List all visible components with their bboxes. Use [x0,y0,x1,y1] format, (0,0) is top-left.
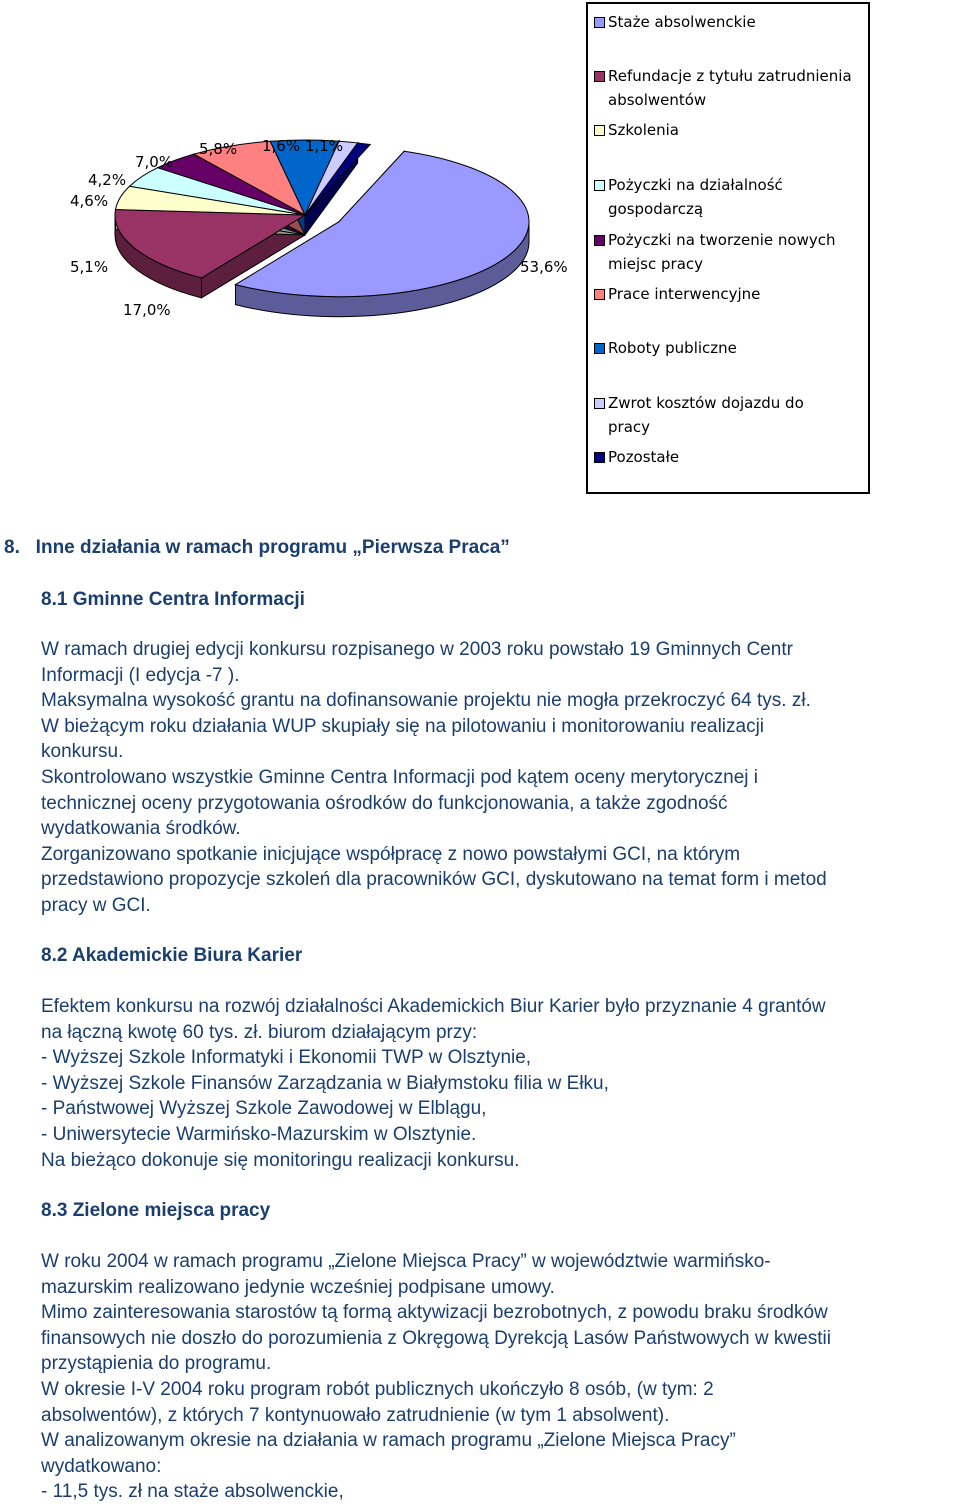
legend-swatch [594,452,605,463]
text-line: pracy w GCI. [41,895,151,916]
text-line: wydatkowano: [41,1455,162,1477]
text-line: Mimo zainteresowania starostów tą formą aktywizacji bezrobotnych, z powodu braku środków [41,1302,828,1324]
slice-value-label: 5,8% [199,140,238,158]
slice-value-label: 1,6% [262,137,301,155]
slice-value-label: 7,0% [135,153,174,171]
text-line: finansowych nie doszło do porozumienia z Okręgową Dyrekcją Lasów Państwowych w kwestii [41,1327,831,1349]
legend-item [594,336,864,360]
text-line: - 11,5 tys. zł na staże absolwenckie, [41,1481,344,1503]
legend-swatch [594,71,605,82]
legend-item [594,282,864,306]
text-line: Skontrolowano wszystkie Gminne Centra Informacji pod kątem oceny merytorycznej i [41,767,759,788]
slice-value-label: 53,6% [520,258,568,276]
text-line: technicznej oceny przygotowania ośrodków do funkcjonowania, a także zgodność [41,792,728,814]
pie-chart [0,0,960,510]
legend-label: Pożyczki na tworzenie nowych [608,231,836,249]
section-8-2-heading: 8.2 Akademickie Biura Karier [41,945,303,966]
legend-label: Prace interwencyjne [608,285,761,303]
legend-swatch [594,235,605,246]
section-8-3-heading: 8.3 Zielone miejsca pracy [41,1200,271,1221]
legend-label: Pozostałe [608,448,680,466]
text-line: - Uniwersytecie Warmińsko-Mazurskim w Olsztynie. [41,1124,477,1145]
legend-label: pracy [608,418,651,436]
text-line: absolwentów), z których 7 kontynuowało zatrudnienie (w tym 1 absolwent). [41,1404,670,1426]
slice-value-label: 4,6% [70,192,109,210]
text-line: W analizowanym okresie na działania w ramach programu „Zielone Miejsca Pracy” [41,1430,736,1452]
legend-label: Roboty publiczne [608,339,737,357]
section-8-heading: 8. Inne działania w ramach programu „Pierwsza Praca” [4,537,510,558]
legend-item [594,173,864,221]
text-line: na łączną kwotę 60 tys. zł. biurom działającym przy: [41,1021,478,1043]
text-line: W roku 2004 w ramach programu „Zielone Miejsca Pracy” w województwie warmińsko- [41,1251,771,1272]
legend-item [594,10,864,34]
legend-label: Zwrot kosztów dojazdu do [608,394,804,412]
text-line: Efektem konkursu na rozwój działalności Akademickich Biur Karier było przyznanie 4 grantów [41,996,826,1017]
text-line: mazurskim realizowano jedynie wcześniej podpisane umowy. [41,1276,555,1298]
legend-swatch [594,125,605,136]
chart-legend [586,2,870,494]
legend-swatch [594,398,605,409]
legend-label: gospodarczą [608,200,704,218]
slice-value-label: 17,0% [123,301,171,319]
text-line: W okresie I-V 2004 roku program robót publicznych ukończyło 8 osób, (w tym: 2 [41,1379,714,1400]
text-line: - Państwowej Wyższej Szkole Zawodowej w Elblągu, [41,1098,487,1120]
slice-value-label: 1,1% [305,137,344,155]
text-line: Zorganizowano spotkanie inicjujące współpracę z nowo powstałymi GCI, na którym [41,843,741,865]
legend-item [594,64,864,112]
text-line: Informacji (I edycja -7 ). [41,664,240,686]
text-line: wydatkowania środków. [41,818,241,840]
legend-item [594,228,864,276]
text-line: Na bieżąco dokonuje się monitoringu realizacji konkursu. [41,1149,520,1171]
legend-swatch [594,343,605,354]
text-line: W bieżącym roku działania WUP skupiały się na pilotowaniu i monitorowaniu realizacji [41,715,765,737]
text-line: W ramach drugiej edycji konkursu rozpisanego w 2003 roku powstało 19 Gminnych Centr [41,639,793,660]
text-line: - Wyższej Szkole Finansów Zarządzania w Białymstoku filia w Ełku, [41,1072,609,1094]
legend-label: Szkolenia [608,121,679,139]
legend-item [594,118,864,142]
legend-item [594,445,864,469]
slice-value-label: 4,2% [88,171,127,189]
legend-swatch [594,17,605,28]
slice-value-label: 5,1% [70,258,109,276]
text-line: Maksymalna wysokość grantu na dofinansowanie projektu nie mogła przekroczyć 64 tys. zł. [41,690,811,712]
legend-item [594,391,864,439]
legend-label: Staże absolwenckie [608,13,756,31]
legend-label: Refundacje z tytułu zatrudnienia [608,67,852,85]
legend-swatch [594,289,605,300]
text-line: przystąpienia do programu. [41,1353,272,1375]
section-8-1-heading: 8.1 Gminne Centra Informacji [41,589,305,610]
text-line: przedstawiono propozycje szkoleń dla pracowników GCI, dyskutowano na temat form i metod [41,869,827,891]
text-line: konkursu. [41,741,124,763]
legend-label: absolwentów [608,91,707,109]
text-line: - Wyższej Szkole Informatyki i Ekonomii TWP w Olsztynie, [41,1047,532,1069]
legend-swatch [594,180,605,191]
legend-label: Pożyczki na działalność [608,176,783,194]
pie-plot [50,120,590,350]
legend-label: miejsc pracy [608,255,704,273]
